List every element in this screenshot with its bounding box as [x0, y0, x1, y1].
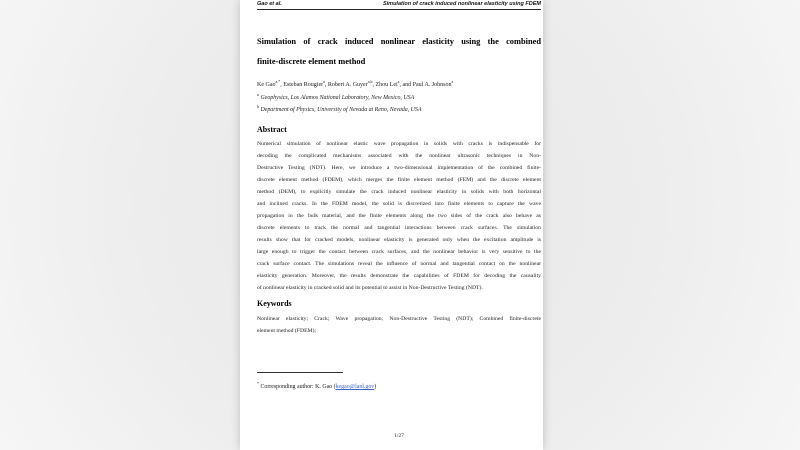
footnote-text-close: )	[374, 384, 377, 390]
abstract-line: of nonlinear elasticity in cracked solid and its potential to assist in Non-Destructive Testing (NDT).	[257, 285, 483, 291]
corresponding-author-footnote	[257, 383, 541, 391]
author-affiliation-mark: a,*	[275, 79, 281, 84]
abstract-line: and inclined cracks. In the FDEM model, the solid is discretized into finite elements to capture the wave	[257, 201, 541, 207]
abstract-line: Numerical simulation of nonlinear elastic wave propagation in solids with cracks is indispensable for	[257, 141, 541, 147]
email-link[interactable]: kegao@lanl.gov	[335, 384, 375, 390]
paper-title-line-1: Simulation of crack induced nonlinear elasticity using the combined	[257, 37, 541, 46]
author-affiliation-mark: a,b	[367, 79, 373, 84]
author-name: , Zhou Lei	[372, 82, 398, 88]
abstract-line: discrete element method (FDEM), which merges the finite element method (FEM) and the discrete element	[257, 177, 541, 183]
author-affiliation-mark: a	[451, 79, 454, 84]
page-number: 1/27	[394, 433, 404, 439]
footnote-star: *	[257, 381, 259, 387]
abstract-line: discrete elements to track the normal and tangential interactions between crack surfaces. The simulation	[257, 225, 541, 231]
abstract-line: large enough to trigger the contact between crack surfaces, and the nonlinear behavior is very sensitive to the	[257, 249, 541, 255]
paper-title	[257, 32, 541, 72]
abstract-line: propagation in the bulk material, and the finite elements along the two sides of the crack also behave as	[257, 213, 541, 219]
paper-title-line-2: finite-discrete element method	[257, 57, 366, 66]
paper-page	[240, 0, 543, 450]
abstract-paragraph	[257, 138, 541, 294]
affiliation-mark: a	[257, 92, 259, 98]
abstract-line: method (DEM), to explicitly simulate the crack induced nonlinear elasticity in solids with both horizontal	[257, 189, 541, 195]
running-head-author: Gao et al.	[257, 1, 282, 7]
affiliation-mark: b	[257, 104, 259, 110]
abstract-heading: Abstract	[257, 125, 287, 134]
keywords-paragraph	[257, 313, 541, 337]
abstract-line: results show that for cracked models, nonlinear elasticity is generated only when the excitation amplitude is	[257, 237, 541, 243]
page-content	[240, 0, 543, 391]
author-name: , Esteban Rougier	[280, 82, 324, 88]
abstract-line: crack surface contact. The simulations reveal the influence of normal and tangential contact on the nonlinear	[257, 261, 541, 267]
affiliation-line	[257, 104, 541, 116]
keywords-line: Nonlinear elasticity; Crack; Wave propagation; Non-Destructive Testing (NDT); Combined finite-discrete	[257, 316, 541, 322]
running-head	[257, 0, 541, 10]
keywords-line: element method (FDEM);	[257, 328, 317, 334]
author-name: , Robert A. Guyer	[324, 82, 368, 88]
affiliation-text: Department of Physics, University of Nevada at Reno, Nevada, USA	[259, 107, 422, 113]
footnote-text: Corresponding author: K. Gao (	[259, 384, 336, 390]
author-affiliation-mark: a	[397, 79, 400, 84]
author-affiliation-mark: a	[323, 79, 325, 84]
running-head-title: Simulation of crack induced nonlinear elasticity using FDEM	[382, 1, 541, 7]
keywords-heading: Keywords	[257, 299, 292, 308]
affiliation-text: Geophysics, Los Alamos National Laboratory, New Mexico, USA	[259, 95, 415, 101]
abstract-line: Destructive Testing (NDT). Here, we introduce a two-dimensional implementation of the combined finite-	[257, 165, 541, 171]
author-name: , and Paul A. Johnson	[399, 82, 452, 88]
abstract-line: elasticity generation. Moreover, the results demonstrate the capabilities of FDEM for decoding the causality	[257, 273, 541, 279]
affiliation-line	[257, 92, 541, 104]
authors-line	[257, 81, 541, 89]
author-name: Ke Gao	[257, 82, 276, 88]
abstract-line: decoding the complicated mechanisms associated with the nonlinear ultrasonic techniques in Non-	[257, 153, 541, 159]
footnote-divider	[257, 372, 343, 373]
affiliations	[257, 92, 541, 116]
